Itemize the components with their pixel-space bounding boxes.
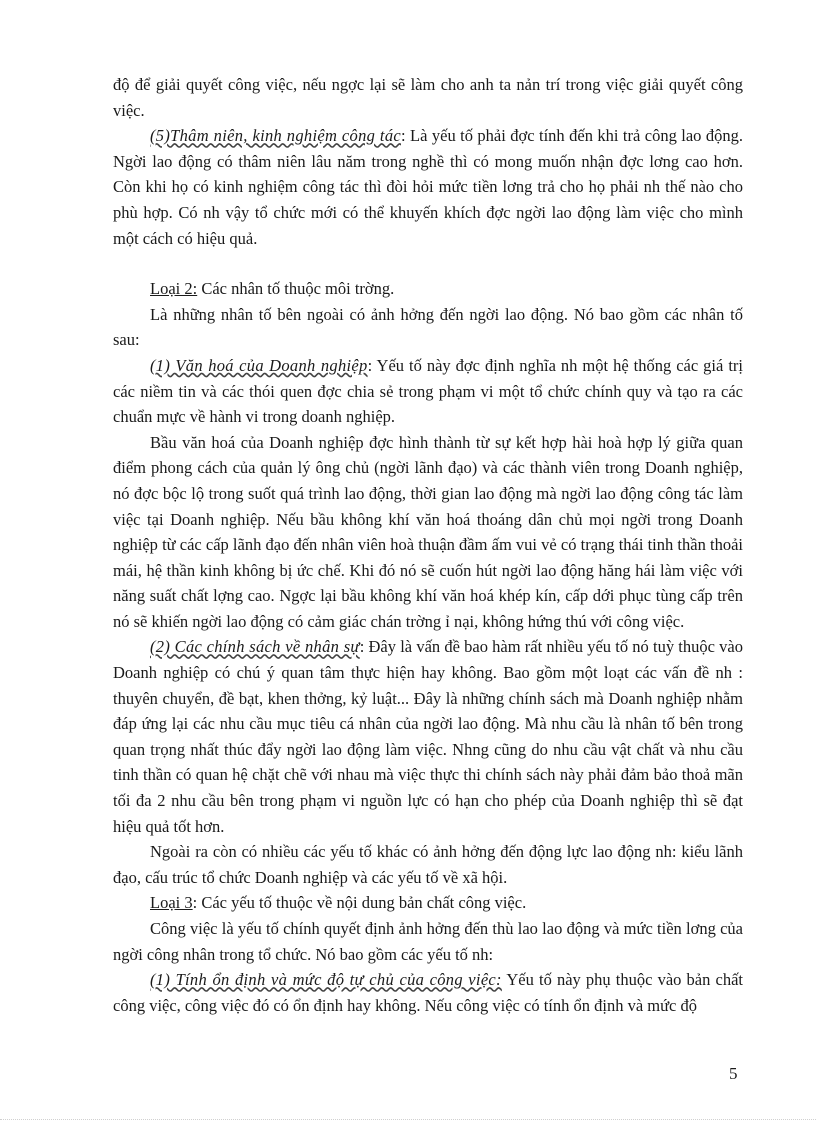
- item-heading: (2) Các chính sách về nhân sự: [150, 637, 360, 657]
- paragraph-text: : Là yếu tố phải đợc tính đến khi trả công lao động. Ngời lao động có thâm niên lâu năm trong nghề thì có mong muốn nhận đợc lơng cao hơn. Còn khi họ có kinh nghiệm công tác thì đòi hỏi mức tiền lơng trả cho họ phải nh thế nào cho phù hợp. Có nh vậy tổ chức mới có thể khuyến khích đợc ngời lao động làm việc cho mình một cách có hiệu quả.: [113, 126, 744, 248]
- paragraph-text: : Đây là vấn đề bao hàm rất nhiều yếu tố nó tuỳ thuộc vào Doanh nghiệp có chú ý quan tâm thực hiện hay không. Bao gồm một loạt các vấn đề nh : thuyên chuyển, đề bạt, khen thởng, kỷ luật... Đây là những chính sách mà Doanh nghiệp nhằm đáp ứng lại các nhu cầu mục tiêu cá nhân của ngời lao động. Mà nhu cầu là nhân tố bên trong quan trọng nhất thúc đẩy ngời lao động làm việc. Nhng cũng do nhu cầu vật chất và nhu cầu tinh thần có quan hệ chặt chẽ với nhau mà việc thực thi chính sách này phải đảm bảo thoả mãn tối đa 2 nhu cầu bên trong phạm vi nguồn lực có hạn cho phép của Doanh nghiệp thì sẽ đạt hiệu quả tốt hơn.: [113, 637, 743, 836]
- paragraph-hr-policies: [113, 634, 743, 839]
- paragraph-continuation: độ để giải quyết công việc, nếu ngợc lại sẽ làm cho anh ta nản trí trong việc giải quyết công việc.: [113, 75, 743, 120]
- paragraph-culture-detail: Bầu văn hoá của Doanh nghiệp đợc hình thành từ sự kết hợp hài hoà hợp lý giữa quan điểm phong cách của quản lý ông chủ (ngời lãnh đạo) và các thành viên trong Doanh nghiệp, nó đợc bộc lộ trong suốt quá trình lao động, thời gian lao động mà ngời lao động công tác làm việc tại Doanh nghiệp. Nếu bầu không khí văn hoá thoáng dân chủ mọi ngời trong Doanh nghiệp từ các cấp lãnh đạo đến nhân viên hoà thuận đầm ấm vui vẻ có trạng thái tinh thần thoải mái, hệ thần kinh không bị ức chế. Khi đó nó sẽ cuốn hút ngời lao động hăng hái làm việc với năng suất chất lợng cao. Ngợc lại bầu không khí văn hoá khép kín, cấp dới phục tùng cấp trên nó sẽ khiến ngời lao động có cảm giác chán trờng ỉ nại, không hứng thú với công việc.: [113, 432, 743, 631]
- blank-line: [113, 251, 743, 276]
- section-title: : Các yếu tố thuộc về nội dung bản chất công việc.: [192, 893, 527, 913]
- section-heading-type-3: [113, 890, 743, 916]
- page-number: 5: [729, 1064, 738, 1083]
- page-bottom-rule: [0, 1119, 816, 1120]
- paragraph-other-factors: Ngoài ra còn có nhiều các yếu tố khác có ảnh hởng đến động lực lao động nh: kiểu lãnh đạo, cấu trúc tổ chức Doanh nghiệp và các yếu tố về xã hội.: [113, 842, 743, 887]
- section-label: Loại 2:: [150, 279, 198, 299]
- document-page: [113, 72, 743, 1018]
- paragraph-seniority: [113, 123, 743, 251]
- item-heading: (1) Văn hoá của Doanh nghiệp: [150, 355, 368, 375]
- paragraph-text: : Yếu tố này đợc định nghĩa nh một hệ thống các giá trị các niềm tin và các thói quen đợc chia sẻ trong phạm vi một tổ chức chính quy và tạo ra các chuẩn mực về hành vi trong doanh nghiệp.: [113, 355, 743, 427]
- item-heading: (1) Tính ổn định và mức độ tự chủ của công việc:: [150, 970, 502, 990]
- paragraph-env-intro: Là những nhân tố bên ngoài có ảnh hởng đến ngời lao động. Nó bao gồm các nhân tố sau:: [113, 304, 743, 350]
- section-heading-type-2: [113, 276, 743, 302]
- paragraph-work-intro: Công việc là yếu tố chính quyết định ảnh hởng đến thù lao lao động và mức tiền lơng của ngời công nhân trong tổ chức. Nó bao gồm các yếu tố nh:: [113, 919, 743, 964]
- section-title: Các nhân tố thuộc môi trờng.: [197, 279, 395, 299]
- paragraph-text: Yếu tố này phụ thuộc vào bản chất công việc, công việc đó có ổn định hay không. Nếu công việc có tính ổn định và mức độ: [113, 970, 743, 1015]
- paragraph-corporate-culture: [113, 353, 743, 430]
- section-label: Loại 3: [150, 893, 193, 913]
- paragraph-stability: [113, 967, 743, 1018]
- item-heading: (5)Thâm niên, kinh nghiệm công tác: [150, 126, 401, 146]
